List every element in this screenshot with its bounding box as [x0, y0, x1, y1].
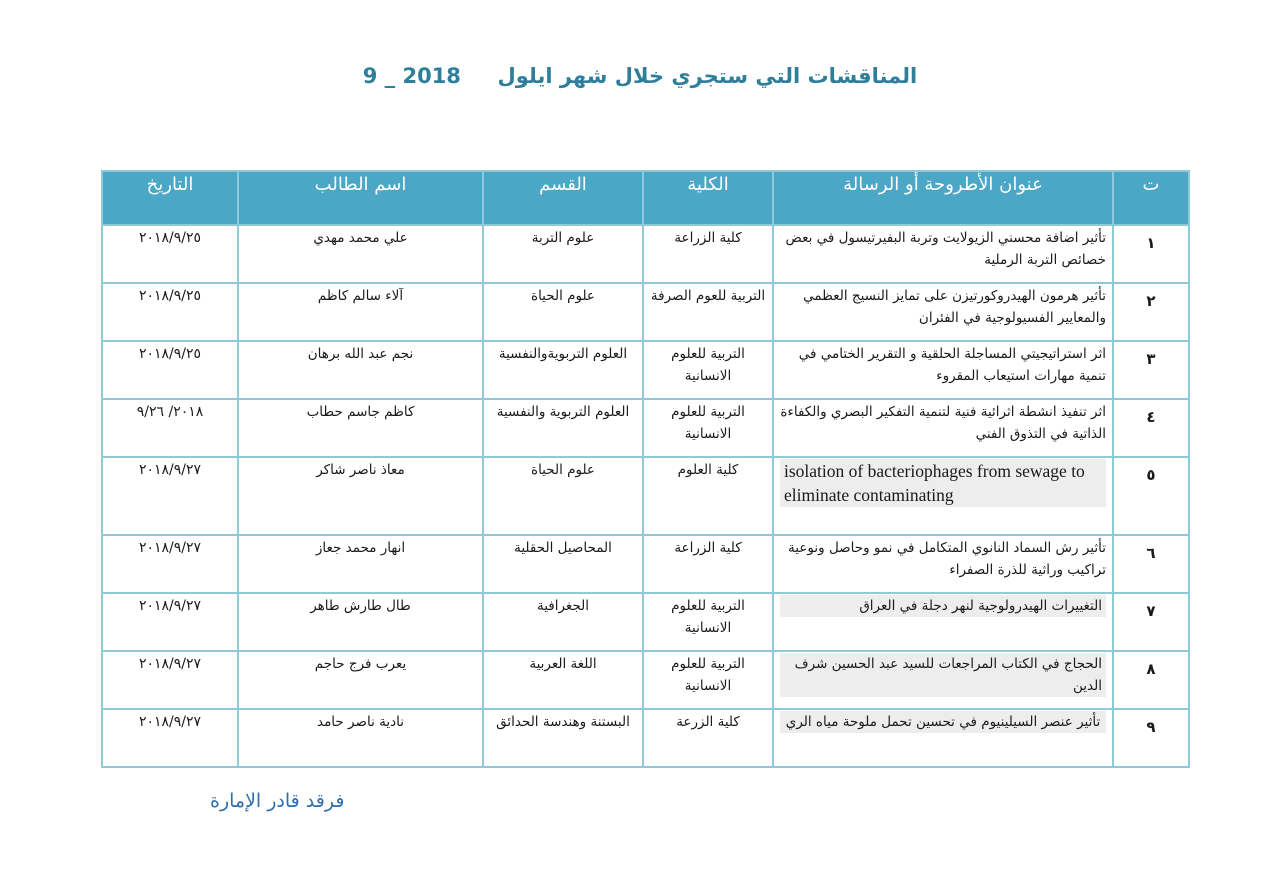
row-date: ٢٠١٨/٩/٢٧	[102, 651, 238, 709]
row-thesis: اثر تنفيذ انشطة اثرائية فنية لتنمية التفكير البصري والكفاءة الذاتية في التذوق الفني	[773, 399, 1113, 457]
row-thesis	[773, 593, 1113, 651]
row-college: كلية الزراعة	[643, 535, 773, 593]
row-thesis-text: تأثير عنصر السيلينيوم في تحسين تحمل ملوحة مياه الري	[780, 711, 1106, 733]
title-text: المناقشات التي ستجري خلال شهر ايلول	[497, 64, 918, 88]
row-index: ١	[1113, 225, 1189, 283]
row-college: كلية الزراعة	[643, 225, 773, 283]
table-row	[102, 225, 1189, 283]
header-date: التاريخ	[102, 171, 238, 225]
row-thesis	[773, 709, 1113, 767]
row-date: ٢٠١٨/ ٩/٢٦	[102, 399, 238, 457]
row-index: ٧	[1113, 593, 1189, 651]
table-row	[102, 283, 1189, 341]
row-thesis: تأثير هرمون الهيدروكورتيزن على تمايز النسيج العظمي والمعايير الفسيولوجية في الفئران	[773, 283, 1113, 341]
row-student: يعرب فرج حاجم	[238, 651, 483, 709]
row-student: نادية ناصر حامد	[238, 709, 483, 767]
row-department: علوم الحياة	[483, 283, 643, 341]
row-college: كلية العلوم	[643, 457, 773, 535]
row-student: معاذ ناصر شاكر	[238, 457, 483, 535]
row-thesis: تأثير اضافة محسني الزيولايت وتربة البفيرتيسول في بعض خصائص التربة الرملية	[773, 225, 1113, 283]
title-date: 9 _ 2018	[362, 64, 461, 88]
table-row	[102, 457, 1189, 535]
row-thesis-text: isolation of bacteriophages from sewage to eliminate contaminating	[780, 459, 1106, 507]
row-student: نجم عبد الله برهان	[238, 341, 483, 399]
row-index: ٩	[1113, 709, 1189, 767]
row-college: كلية الزرعة	[643, 709, 773, 767]
row-index: ٤	[1113, 399, 1189, 457]
row-department: علوم التربة	[483, 225, 643, 283]
row-date: ٢٠١٨/٩/٢٥	[102, 283, 238, 341]
row-college: التربية للعلوم الانسانية	[643, 341, 773, 399]
row-department: العلوم التربويةوالنفسية	[483, 341, 643, 399]
row-date: ٢٠١٨/٩/٢٧	[102, 457, 238, 535]
table-row	[102, 399, 1189, 457]
table-row	[102, 651, 1189, 709]
row-index: ٥	[1113, 457, 1189, 535]
row-thesis	[773, 651, 1113, 709]
row-thesis	[773, 457, 1113, 535]
row-date: ٢٠١٨/٩/٢٧	[102, 709, 238, 767]
table-header-row	[102, 171, 1189, 225]
row-student: علي محمد مهدي	[238, 225, 483, 283]
row-college: التربية للعلوم الانسانية	[643, 399, 773, 457]
row-index: ٨	[1113, 651, 1189, 709]
row-student: انهار محمد جعاز	[238, 535, 483, 593]
row-department: اللغة العربية	[483, 651, 643, 709]
row-college: التربية للعوم الصرفة	[643, 283, 773, 341]
row-thesis: اثر استراتيجيتي المساجلة الحلقية و التقرير الختامي في تنمية مهارات استيعاب المقروء	[773, 341, 1113, 399]
row-index: ٢	[1113, 283, 1189, 341]
header-department: القسم	[483, 171, 643, 225]
row-student: آلاء سالم كاظم	[238, 283, 483, 341]
row-college: التربية للعلوم الانسانية	[643, 593, 773, 651]
row-date: ٢٠١٨/٩/٢٥	[102, 225, 238, 283]
header-college: الكلية	[643, 171, 773, 225]
row-index: ٣	[1113, 341, 1189, 399]
row-department: البستنة وهندسة الحدائق	[483, 709, 643, 767]
table-row	[102, 709, 1189, 767]
row-department: الجغرافية	[483, 593, 643, 651]
row-department: العلوم التربوية والنفسية	[483, 399, 643, 457]
row-date: ٢٠١٨/٩/٢٧	[102, 593, 238, 651]
page-title	[0, 64, 1280, 88]
row-thesis-text: التغييرات الهيدرولوجية لنهر دجلة في العراق	[780, 595, 1106, 617]
row-date: ٢٠١٨/٩/٢٥	[102, 341, 238, 399]
header-thesis: عنوان الأطروحة أو الرسالة	[773, 171, 1113, 225]
row-thesis: تأثير رش السماد النانوي المتكامل في نمو وحاصل ونوعية تراكيب وراثية للذرة الصفراء	[773, 535, 1113, 593]
row-student: كاظم جاسم حطاب	[238, 399, 483, 457]
table-row	[102, 593, 1189, 651]
signature: فرقد قادر الإمارة	[210, 790, 345, 812]
row-department: علوم الحياة	[483, 457, 643, 535]
row-thesis-text: الحجاج في الكتاب المراجعات للسيد عبد الحسين شرف الدين	[780, 653, 1106, 697]
row-index: ٦	[1113, 535, 1189, 593]
table-row	[102, 341, 1189, 399]
row-college: التربية للعلوم الانسانية	[643, 651, 773, 709]
header-student: اسم الطالب	[238, 171, 483, 225]
row-department: المحاصيل الحقلية	[483, 535, 643, 593]
row-date: ٢٠١٨/٩/٢٧	[102, 535, 238, 593]
row-student: طال طارش طاهر	[238, 593, 483, 651]
defenses-table	[101, 170, 1190, 768]
table-row	[102, 535, 1189, 593]
header-index: ت	[1113, 171, 1189, 225]
